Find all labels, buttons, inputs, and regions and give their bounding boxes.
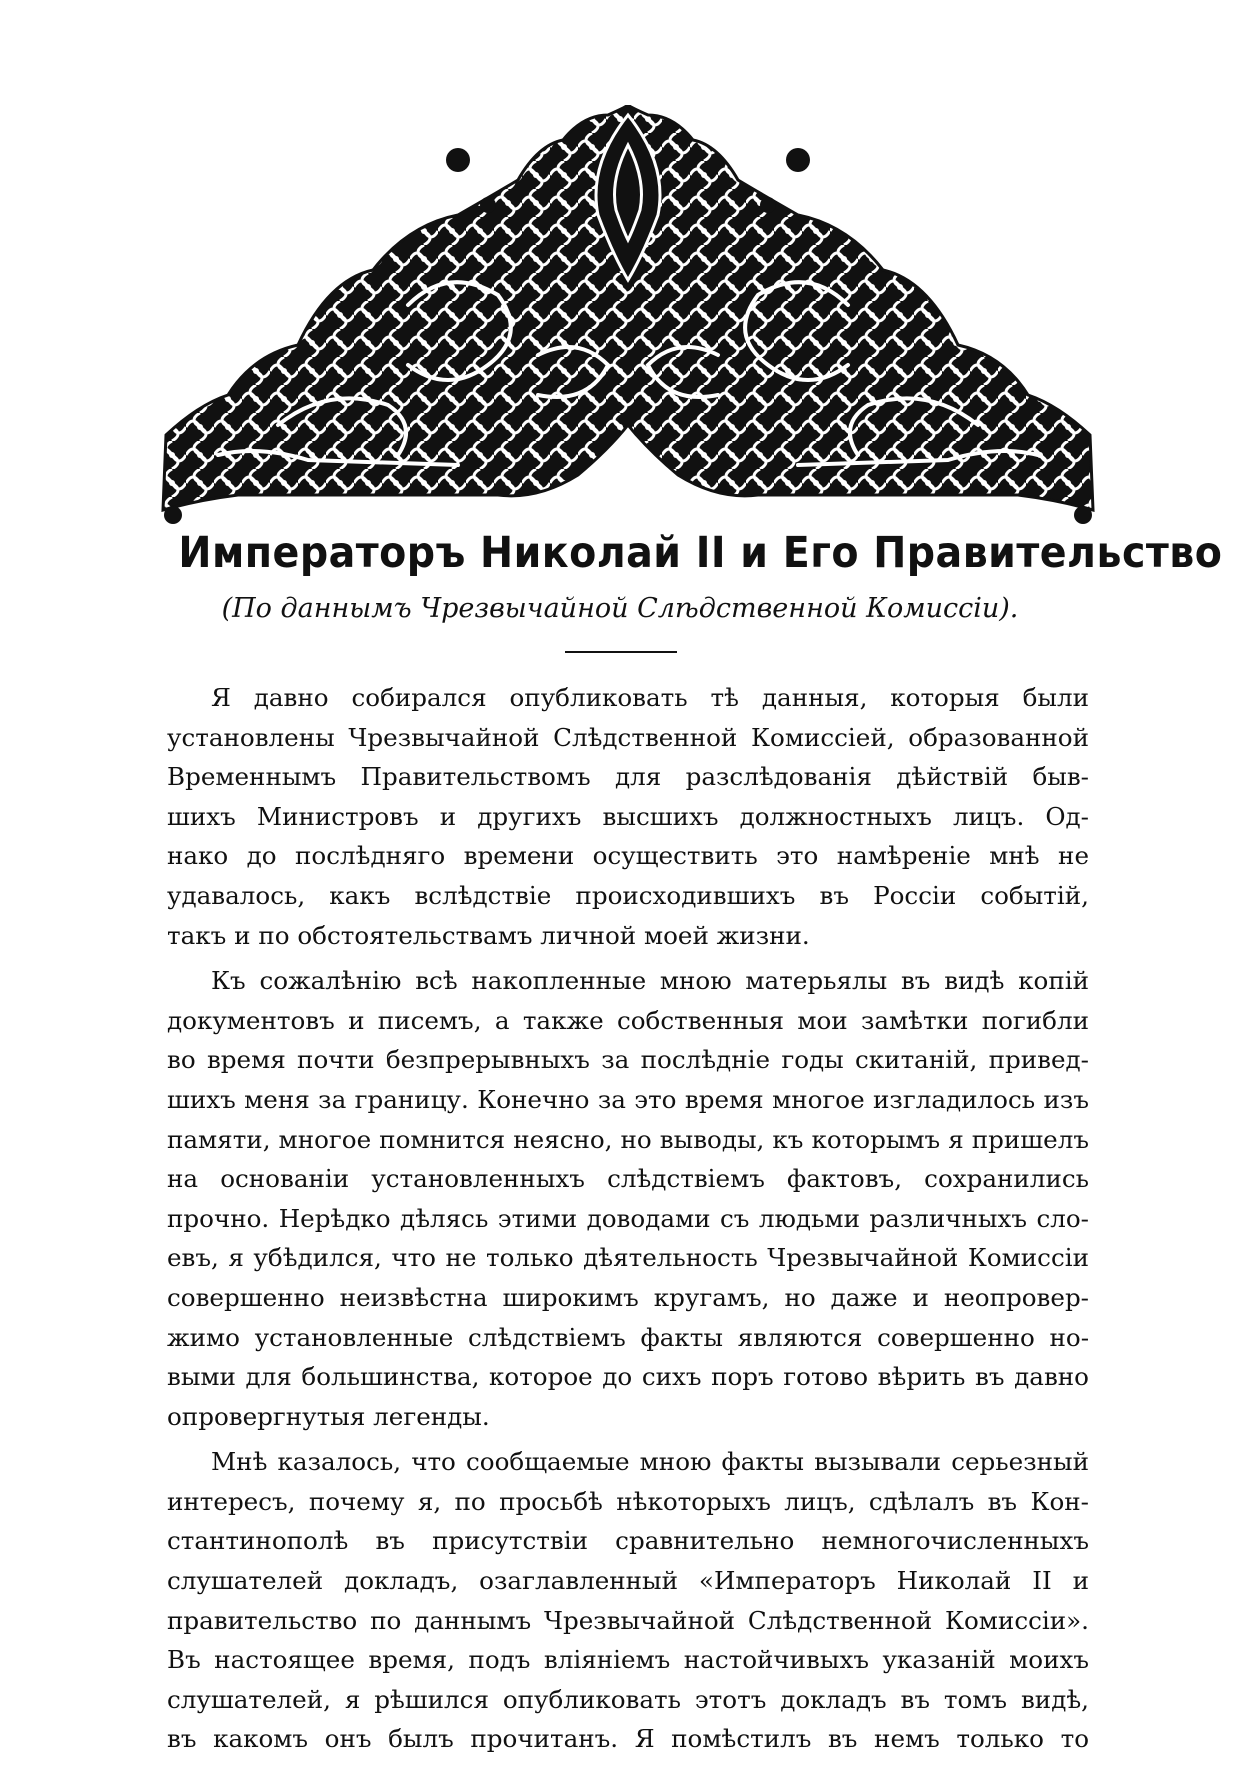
text-line: Къ сожалѣнію всѣ накопленные мною матерьялы въ видѣ копій: [211, 966, 1089, 996]
text-line: Мнѣ казалось, что сообщаемые мною факты вызывали серьезный: [211, 1447, 1089, 1477]
text-line: опровергнутыя легенды.: [167, 1401, 490, 1431]
text-line: интересъ, почему я, по просьбѣ нѣкоторыхъ лицъ, сдѣлалъ въ Кон-: [167, 1486, 1089, 1516]
text-line: документовъ и писемъ, а также собственныя мои замѣтки погибли: [167, 1005, 1089, 1035]
text-line: шихъ Министровъ и другихъ высшихъ должностныхъ лицъ. Од-: [167, 801, 1089, 831]
text-line: стантинополѣ въ присутствіи сравнительно немногочисленныхъ: [167, 1526, 1089, 1556]
paragraph: [167, 1442, 1089, 1759]
text-line: въ какомъ онъ былъ прочитанъ. Я помѣстилъ въ немъ только то: [167, 1724, 1089, 1754]
text-line: такъ и по обстоятельствамъ личной моей жизни.: [167, 920, 810, 950]
page-title: Императоръ Николай II и Его Правительство: [178, 528, 1223, 578]
text-line: шихъ меня за границу. Конечно за это время многое изгладилось изъ: [167, 1084, 1089, 1114]
text-line: слушателей докладъ, озаглавленный «Императоръ Николай II и: [167, 1566, 1089, 1596]
body-text: [167, 678, 1089, 1765]
interlace-headpiece-ornament: [158, 105, 1098, 525]
text-line: Въ настоящее время, подъ вліяніемъ настойчивыхъ указаній моихъ: [167, 1645, 1089, 1675]
text-line: правительство по даннымъ Чрезвычайной Слѣдственной Комиссіи».: [167, 1605, 1089, 1635]
text-line: евъ, я убѣдился, что не только дѣятельность Чрезвычайной Комиссіи: [167, 1243, 1089, 1273]
text-line: прочно. Нерѣдко дѣлясь этими доводами съ людьми различныхъ сло-: [167, 1203, 1089, 1233]
text-line: совершенно неизвѣстна широкимъ кругамъ, но даже и неопровер-: [167, 1282, 1089, 1312]
text-line: установлены Чрезвычайной Слѣдственной Комиссіей, образованной: [167, 722, 1089, 752]
text-line: Временнымъ Правительствомъ для разслѣдованія дѣйствій быв-: [167, 762, 1089, 792]
text-line: жимо установленные слѣдствіемъ факты являются совершенно но-: [167, 1322, 1089, 1352]
text-line: на основаніи установленныхъ слѣдствіемъ фактовъ, сохранились: [167, 1164, 1089, 1194]
paragraph: [167, 961, 1089, 1436]
text-line: во время почти безпрерывныхъ за послѣдніе годы скитаній, привед-: [167, 1045, 1089, 1075]
page-subtitle: (По даннымъ Чрезвычайной Слѣдственной Комиссіи).: [221, 593, 1019, 624]
text-line: памяти, многое помнится неясно, но выводы, къ которымъ я пришелъ: [167, 1124, 1089, 1154]
text-line: выми для большинства, которое до сихъ поръ готово вѣрить въ давно: [167, 1362, 1089, 1392]
text-line: Я давно собирался опубликовать тѣ данныя, которыя были: [211, 683, 1089, 712]
title-divider: [565, 651, 677, 653]
text-line: слушателей, я рѣшился опубликовать этотъ докладъ въ томъ видѣ,: [167, 1684, 1089, 1714]
paragraph: [167, 678, 1089, 955]
text-line: нако до послѣдняго времени осуществить это намѣреніе мнѣ не: [167, 841, 1089, 871]
text-line: удавалось, какъ вслѣдствіе происходившихъ въ Россіи событій,: [167, 880, 1089, 910]
